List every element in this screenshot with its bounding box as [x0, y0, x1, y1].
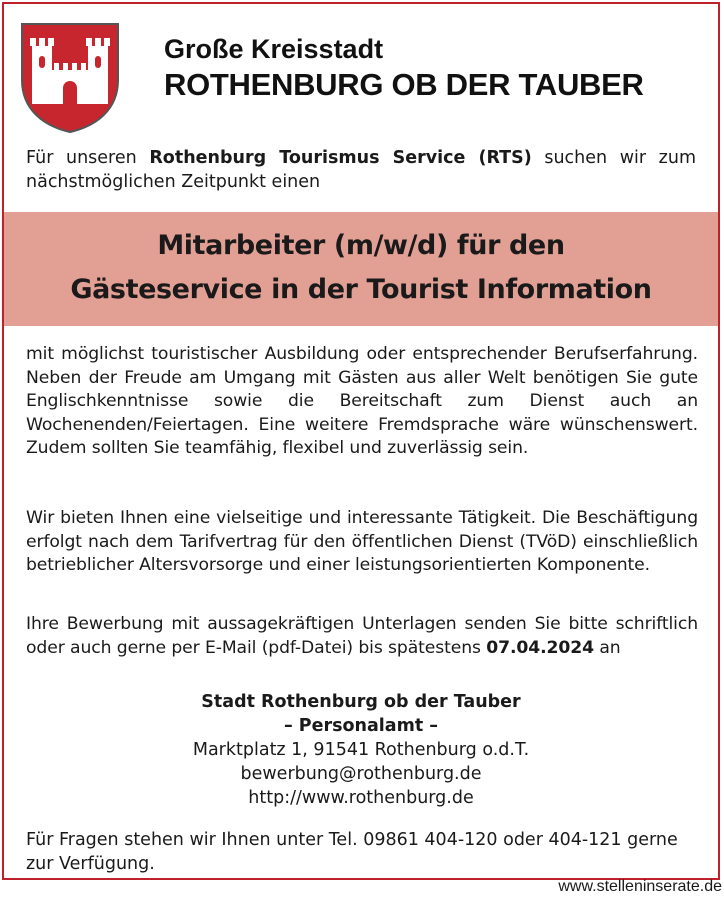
intro-text	[26, 146, 696, 194]
closing-text: Für Fragen stehen wir Ihnen unter Tel. 09861 404-120 oder 404-121 gerne zur Verfügung.	[26, 830, 678, 874]
intro-organization: Rothenburg Tourismus Service (RTS)	[149, 148, 532, 168]
job-title-line2: Gästeservice in der Tourist Information	[70, 274, 652, 305]
address-street: Marktplatz 1, 91541 Rothenburg o.d.T.	[192, 740, 530, 760]
application-deadline: 07.04.2024	[486, 637, 594, 658]
intro-post: suchen wir zum nächstmöglichen Zeitpunkt einen	[26, 148, 696, 192]
application-paragraph	[26, 613, 698, 660]
contact-address	[4, 690, 718, 810]
application-text-end: an	[593, 637, 621, 658]
job-title	[4, 224, 718, 312]
town-name: ROTHENBURG OB DER TAUBER	[164, 67, 644, 102]
address-email[interactable]: bewerbung@rothenburg.de	[240, 764, 482, 784]
requirements-paragraph: mit möglichst touristischer Ausbildung oder entsprechender Berufserfahrung. Neben der Freude am Umgang mit Gästen aus aller Welt benötigen Sie gute Englischkenntnisse sowie die Bereitschaft zum Dienst auch an Wochenenden/Feiertagen. Eine weitere Fremdsprache wäre wünschenswert. Zudem sollten Sie teamfähig, flexibel und zuverlässig sein.	[26, 344, 698, 458]
job-title-line1: Mitarbeiter (m/w/d) für den	[157, 230, 565, 261]
offer-paragraph: Wir bieten Ihnen eine vielseitige und interessante Tätigkeit. Die Beschäftigung erfolgt nach dem Tarifvertrag für den öffentlichen Dienst (TVöD) einschließlich betrieblicher Altersvorsorge und einer leistungsorientierten Komponente.	[26, 508, 698, 575]
address-name: Stadt Rothenburg ob der Tauber	[201, 692, 521, 712]
address-website[interactable]: http://www.rothenburg.de	[248, 788, 474, 808]
application-text: Ihre Bewerbung mit aussagekräftigen Unterlagen senden Sie bitte schriftlich oder auch gerne per E-Mail (pdf-Datei) bis spätestens	[26, 614, 698, 658]
town-subtitle: Große Kreisstadt	[164, 34, 384, 64]
intro-pre: Für unseren	[26, 148, 150, 168]
city-coat-of-arms-icon	[18, 20, 122, 134]
source-url[interactable]: www.stelleninserate.de	[558, 878, 722, 895]
address-department: – Personalamt –	[283, 716, 439, 736]
